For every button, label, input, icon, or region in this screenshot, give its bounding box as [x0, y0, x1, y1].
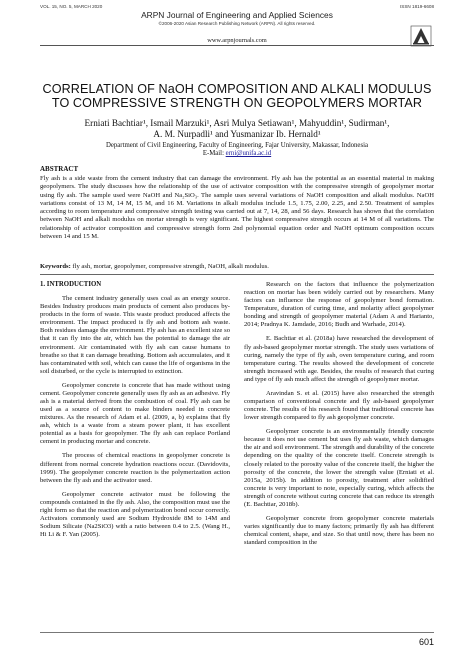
copyright-line: ©2006-2020 Asian Research Publishing Network (ARPN). All rights reserved.	[158, 21, 316, 26]
left-column	[40, 281, 230, 545]
keywords-text: fly ash, mortar, geopolymer, compressive strength, NaOH, alkali modulus.	[70, 263, 269, 270]
section-heading: 1. INTRODUCTION	[40, 281, 102, 288]
authors-line-2: A. M. Nurpadli¹ and Yusmanizar Ib. Hernald¹	[153, 129, 321, 140]
journal-header	[40, 4, 434, 50]
journal-name: ARPN Journal of Engineering and Applied Sciences	[141, 10, 333, 20]
paragraph: The process of chemical reactions in geopolymer concrete is different from normal concrete hydration reactions occur. (Davidovits, 1999). The geopolymer concrete reaction is the polymerization action between the fly ash and the activator used.	[40, 452, 230, 484]
paragraph: Geopolymer concrete from geopolymer concrete materials varies significantly due to many factors; primarily fly ash has different chemical content, shape, and size. So that until now, there has been no standard composition in the	[244, 514, 434, 547]
paragraph: Geopolymer concrete is concrete that has made without using cement. Geopolymer concrete generally uses fly ash as an adhesive. Fly ash is a material derived from the combustion of coal. Fly ash can be used as a source of content to make binders needed in concrete mixtures. As the research of Adam et al. (2009, a, b) explains that fly ash, which is a waste from a steam power plant, it has excellent potential as a basis for geopolymer. The fly ash can replace Portland cement in producing mortar and concrete.	[40, 381, 230, 446]
paragraph: The cement industry generally uses coal as an energy source. Besides Industry produces main products of cement also produces by-products in the form of waste. This waste product produced affects the environment. The impact produced is fly ash and bottom ash waste. Both residues damage the environment. Fly ash has an excellent size so that it can fly into the air, which has the potential to damage the air environment. Air contaminated with fly ash can cause humans to breathe so that it can damage breathing. Bottom ash accumulates, and it has contaminated with soil, which can cause the life of organisms in the soil disturbed, or the cycle is interrupted to extinction.	[40, 295, 230, 375]
paper-title	[40, 82, 434, 111]
paragraph: Geopolymer concrete activator must be following the compounds contained in the fly ash. Also, the composition must use the right form so that the reaction and polymerization bond occur correctly. Activators commonly used are Sodium Hydroxide 8M to 14M and Sodium Silicate (Na2SiO3) with a ratio between 0.4 to 2.5. (Wang H., Hi Li & F. Yan (2005).	[40, 490, 230, 539]
email-line	[40, 150, 434, 158]
affiliation	[40, 142, 434, 158]
header-divider	[40, 45, 434, 46]
volume-info: VOL. 15, NO. 5, MARCH 2020	[40, 4, 103, 9]
author-list	[60, 118, 414, 140]
page-number: 601	[418, 637, 434, 647]
abstract-divider	[40, 274, 434, 275]
title-line-2: TO COMPRESSIVE STRENGTH ON GEOPOLYMERS MORTAR	[51, 96, 423, 111]
keywords-label: Keywords:	[40, 263, 71, 270]
paragraph: Geopolymer concrete is an environmentally friendly concrete because it does not use cement but uses fly ash waste, which damages the air and soil environment. The strength and durability of the concrete depending on the quality of the concrete itself. Concrete strength is closely related to the porosity value of the concrete itself, the higher the porosity of the concrete, the lower the strength value (Erniati et al. 2015a, 2015b). In addition to porosity, treatment after solidified concrete is very important to note, especially curing, which affects the strength of concrete without curing concrete that can reduce its strength (E. Bachtiar, 2018b).	[244, 428, 434, 508]
paragraph: Aravindan S. et al. (2015) have also researched the strength comparison of conventional concrete and fly ash-based geopolymer concrete. The results of his research found that traditional concrete has lower strength compared to fly ash geopolymer concrete.	[244, 389, 434, 422]
authors-line-1: Erniati Bachtiar¹, Ismail Marzuki¹, Asri Mulya Setiawan¹, Mahyuddin¹, Sudirman¹,	[84, 118, 390, 128]
email-link[interactable]: erni@unifa.ac.id	[225, 150, 272, 158]
right-column	[244, 281, 434, 553]
paragraph: Research on the factors that influence the polymerization reaction on mortar has been widely carried out by researchers. Many factors can influence the response of geopolymer bond formation. Temperature, duration of curing time, and molarity affect geopolymer bonding and strength of geopolymer material (Adam A and Harianto, 2014; Pradnya K. Jamdade, 2016; Budh and Warhade, 2014).	[244, 281, 434, 329]
paragraph: E. Bachtiar et al. (2018a) have researched the development of fly ash-based geopolymer mortar strength. The study uses variations of curing, namely the type of fly ash, oven temperature curing, and room temperature curing. The results showed the development of concrete strength increased with age. Besides, the results of research that curing and type of fly ash much affect the strength of geopolymer mortar.	[244, 335, 434, 383]
title-line-1: CORRELATION OF NaOH COMPOSITION AND ALKALI MODULUS	[42, 82, 432, 96]
issn: ISSN 1819-6608	[400, 4, 434, 9]
department: Department of Civil Engineering, Faculty of Engineering, Fajar University, Makassar, Indonesia	[105, 142, 369, 149]
journal-url[interactable]: www.arpnjournals.com	[207, 37, 267, 44]
footer-divider	[40, 632, 434, 633]
keywords	[40, 263, 434, 271]
email-label: E-Mail:	[202, 150, 226, 158]
abstract-heading: ABSTRACT	[40, 165, 79, 173]
abstract-text: Fly ash is a side waste from the cement industry that can damage the environment. Fly ash has the potential as an essential material in making geopolymers. The study discusses how the relationship of the use of activator composition with the compressive strength of geopolymer mortar using fly ash. The sample used were NaOH and Na₂SiO₃. The sample uses several variations of NaOH composition and alkali modulus. NaOH variations consist of 13 M, 14 M, 15 M, and 16 M. Variations in alkali modulus include 1.5, 1.75, 2.00, 2.25, and 2.50. Treatment of samples according to room temperature and compressive strength testing was carried out at 7, 14, 28, and 56 days. Research has shown that the correlation between NaOH and alkali modulus on mortar strength is very significant. The highest compressive strength occurs at 14 M of all variations. The relationship of activator composition and compressive strength form 2nd polynomial equation order and NaOH optimum composition occurs between 14 and 15 M.	[40, 175, 434, 240]
